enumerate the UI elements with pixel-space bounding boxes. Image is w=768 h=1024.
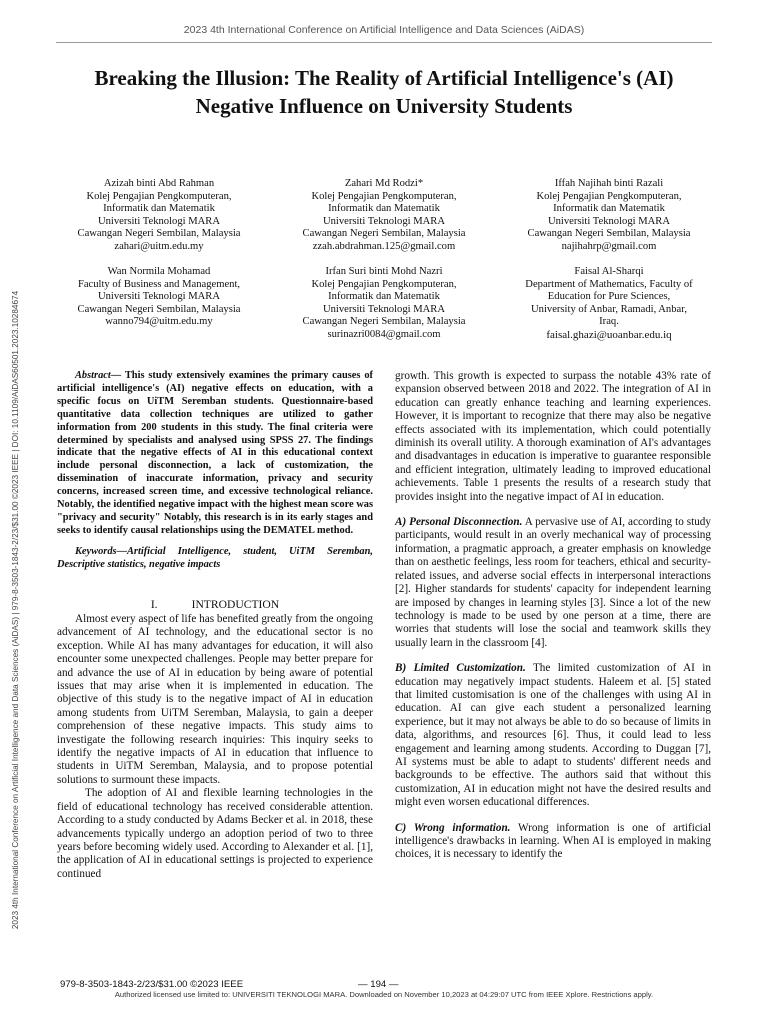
author-affiliation: Universiti Teknologi MARA [97, 291, 221, 303]
keywords-label: Keywords— [75, 545, 127, 557]
subsection-a [395, 516, 711, 650]
author-affiliation: University of Anbar, Ramadi, Anbar, [531, 303, 687, 315]
author-affiliation: Faculty of Business and Management, [77, 278, 241, 290]
author-row-1 [52, 178, 716, 254]
author-email: zahari@uitm.edu.my [114, 240, 204, 252]
intro-paragraph-1: Almost every aspect of life has benefited greatly from the ongoing advancement of AI technology, and the educational sector is no exception. While AI has many advantages for education, it will also encounter some unexpected challenges. People may better prepare for and advance the use of AI in education by being aware of potential issues that may arise when it is implemented in education. The objective of this study is to the negative impact of AI in education among students from UiTM Seremban, Malaysia, to gain a deeper comprehension of these negative impacts. This study aims to investigate the following research inquiries: This inquiry seeks to identify the negative impacts of AI in education that influence to students in UiTM Seremban, Malaysia, and to propose potential solutions to surmount these impacts. [57, 613, 373, 786]
side-doi-text: 2023 4th International Conference on Artificial Intelligence and Data Sciences (AiDAS) | 979-8-3503-1843-2/23/$31.00 ©2023 IEEE | DOI: 10.1109/AiDAS60501.2023.10284674 [11, 290, 20, 930]
side-doi-strip [9, 260, 25, 960]
author-affiliation: Iraq. [599, 316, 619, 328]
subsection-b [395, 662, 711, 809]
conference-header: 2023 4th International Conference on Artificial Intelligence and Data Sciences (AiDAS) [183, 24, 585, 36]
author-affiliation: Cawangan Negeri Sembilan, Malaysia [302, 228, 466, 240]
author-affiliation: Informatik dan Matematik [328, 291, 440, 303]
author-affiliation: Cawangan Negeri Sembilan, Malaysia [302, 316, 466, 328]
author-block [277, 178, 491, 254]
author-email: surinazri0084@gmail.com [327, 328, 441, 340]
abstract-text: This study extensively examines the primary causes of artificial intelligence's (AI) negative effects on education, with a specific focus on UiTM Seremban students. Questionnaire-based quantitative data collection techniques are utilized to gather information from 200 students in this study. The final criteria were determined by specialists and analysed using SPSS 27. The findings indicate that the negative effects of AI in this educational context include personal disconnection, a lack of customization, the dissemination of inaccurate information, privacy and security concerns, increased screen time, and excessive technological reliance. Notably, the identified negative impact with the highest mean score was "privacy and security" Notably, this research is in its early stages and seeks to identify causal relationships using the DEMATEL method. [57, 370, 373, 536]
authorized-use-notice: Authorized licensed use limited to: UNIVERSITI TEKNOLOGI MARA. Downloaded on November 10,2023 at 04:29:07 UTC from IEEE Xplore. Restrictions apply. [114, 990, 654, 999]
keywords [57, 546, 373, 572]
author-affiliation: Universiti Teknologi MARA [97, 215, 221, 227]
author-affiliation: Universiti Teknologi MARA [547, 215, 671, 227]
subsection-c [395, 822, 711, 862]
page-number: — 194 — [358, 979, 399, 990]
author-affiliation: Informatik dan Matematik [553, 203, 665, 215]
author-affiliation: Education for Pure Sciences, [547, 291, 671, 303]
author-affiliation: Kolej Pengajian Pengkomputeran, [311, 190, 457, 202]
author-email: wanno794@uitm.edu.my [105, 316, 213, 328]
author-block [52, 178, 266, 254]
author-affiliation: Universiti Teknologi MARA [322, 303, 446, 315]
author-affiliation: Informatik dan Matematik [103, 203, 215, 215]
subsection-a-label: A) Personal Disconnection. [395, 516, 523, 529]
paper-title: Breaking the Illusion: The Reality of Artificial Intelligence's (AI) Negative Influence on University Students [94, 66, 674, 118]
author-affiliation: Cawangan Negeri Sembilan, Malaysia [527, 228, 691, 240]
abstract [57, 370, 373, 538]
author-affiliation: Department of Mathematics, Faculty of [525, 278, 693, 290]
author-email: zzah.abdrahman.125@gmail.com [312, 240, 456, 252]
subsection-b-text: The limited customization of AI in education may negatively impact students. Haleem et al. [5] stated that limited customisation is one of the challenges with using AI in education. AI can give each student a personalized learning experience, but it may not always be able to do so because of limits in data, algorithms, and resources [6]. Thus, it could lead to less engagement and learning among students. According to Duggan [7], AI systems must be able to adapt to students' different needs and backgrounds to be effective. The authors said that without this customization, AI in education might not have the desired results and might even worsen educational differences. [395, 662, 712, 809]
author-affiliation: Cawangan Negeri Sembilan, Malaysia [77, 303, 241, 315]
author-affiliation: Kolej Pengajian Pengkomputeran, [311, 278, 457, 290]
header-divider [56, 42, 712, 43]
subsection-c-text: Wrong information is one of artificial intelligence's drawbacks in learning. When AI is employed in making choices, it is necessary to identify the [395, 821, 711, 861]
abstract-label: Abstract— [75, 370, 122, 381]
author-row-2 [52, 266, 716, 342]
subsection-b-label: B) Limited Customization. [395, 662, 526, 675]
author-affiliation: Kolej Pengajian Pengkomputeran, [86, 190, 232, 202]
author-block [52, 266, 266, 342]
subsection-c-label: C) Wrong information. [395, 821, 511, 834]
author-name: Iffah Najihah binti Razali [554, 178, 664, 189]
author-email: faisal.ghazi@uoanbar.edu.iq [546, 328, 672, 341]
author-block [502, 266, 716, 342]
section-heading [57, 598, 373, 611]
author-name: Wan Normila Mohamad [107, 266, 211, 277]
author-name: Zahari Md Rodzi* [344, 178, 424, 189]
footer-isbn: 979-8-3503-1843-2/23/$31.00 ©2023 IEEE [60, 979, 244, 990]
author-name: Irfan Suri binti Mohd Nazri [325, 266, 443, 277]
section-number: I. [150, 597, 158, 611]
author-block [502, 178, 716, 254]
left-column [57, 370, 373, 881]
author-name: Faisal Al-Sharqi [574, 266, 644, 277]
section-title: INTRODUCTION [191, 597, 280, 611]
author-email: najihahrp@gmail.com [561, 240, 657, 252]
subsection-a-text: A pervasive use of AI, according to study participants, would result in an overly mechanical way of processing information, a pragmatic approach, a greater emphasis on knowledge than on aesthetic feelings, less room for teachers, ethical and security-related issues, and adverse social effects in interpersonal interactions [2]. Higher standards for students' capacity for independent learning are imposed by changes in learning styles [3]. Since a lot of the new technology is made to be used by one person at a time, there are worries that students will lose the social and teamwork skills they usually learn in the classroom [4]. [395, 516, 711, 649]
author-affiliation: Kolej Pengajian Pengkomputeran, [536, 190, 682, 202]
right-paragraph-1: growth. This growth is expected to surpass the notable 43% rate of expansion observed between 2018 and 2022. The integration of AI in education can greatly enhance teaching and learning experiences. However, it is important to recognize that there may also be negative effects associated with its implementation, which could potentially diminish its overall utility. A thorough examination of AI's advantages and disadvantages in education is imperative to guarantee responsible and efficient integration, ultimately leading to improved educational achievements. Table 1 presents the results of a research study that provides insight into the negative impact of AI in education. [395, 370, 711, 503]
author-affiliation: Informatik dan Matematik [328, 203, 440, 215]
author-name: Azizah binti Abd Rahman [103, 178, 215, 189]
author-affiliation: Universiti Teknologi MARA [322, 215, 446, 227]
intro-paragraph-2: The adoption of AI and flexible learning technologies in the field of educational technology has received considerable attention. According to a study conducted by Adams Becker et al. in 2018, these advancements typically undergo an adoption period of two to three years before becoming widely used. According to Alexander et al. [1], the application of AI in educational settings is projected to experience continued [57, 787, 373, 880]
author-block [277, 266, 491, 342]
keywords-text: Artificial Intelligence, student, UiTM Seremban, Descriptive statistics, negative impacts [57, 545, 373, 570]
right-column [395, 370, 711, 862]
author-affiliation: Cawangan Negeri Sembilan, Malaysia [77, 228, 241, 240]
